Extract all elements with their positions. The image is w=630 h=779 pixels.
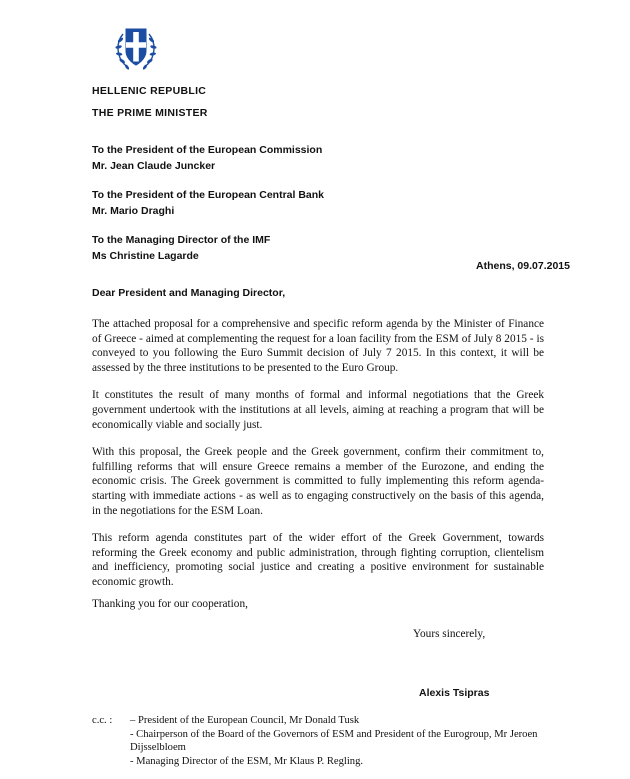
- salutation: Dear President and Managing Director,: [92, 287, 286, 299]
- body-paragraph: It constitutes the result of many months of formal and informal negotiations that the Greek government undertook with the institutions at all levels, aiming at reaching a program that will be economically viable and socially just.: [92, 389, 544, 431]
- addressee-block: [92, 142, 324, 174]
- letterhead-line-2: THE PRIME MINISTER: [92, 107, 208, 119]
- body-paragraph: With this proposal, the Greek people and the Greek government, confirm their commitment to, fulfilling reforms that will ensure Greece remains a member of the Eurozone, and ending the economic crisis. The Greek government is committed to fully implementing this reform agenda- starting with immediate actions - as well as to engaging constructively on the basis of this agenda, in the negotiations for the ESM Loan.: [92, 446, 544, 517]
- body-paragraph: The attached proposal for a comprehensive and specific reform agenda by the Minister of Finance of Greece - aimed at complementing the request for a loan facility from the ESM of July 8 2015 - is conveyed to you following the Euro Summit decision of July 7 2015. In this context, it will be assessed by the three institutions to be presented to the Euro Group.: [92, 318, 544, 374]
- addressee-name: Ms Christine Lagarde: [92, 250, 199, 262]
- cc-label: c.c. :: [92, 715, 113, 726]
- letterhead-line-1: HELLENIC REPUBLIC: [92, 85, 207, 97]
- cc-item: - Managing Director of the ESM, Mr Klaus P. Regling.: [130, 755, 364, 767]
- addressee-list: [92, 142, 324, 277]
- signer-name: Alexis Tsipras: [419, 687, 490, 699]
- letterhead: [92, 80, 208, 124]
- closing-line: Yours sincerely,: [413, 628, 486, 640]
- cc-item: - Chairperson of the Board of the Governors of ESM and President of the Eurogroup, Mr Jeroen Dijsselbloem: [130, 728, 538, 754]
- greek-coat-of-arms-icon: [112, 20, 160, 76]
- cc-item: – President of the European Council, Mr Donald Tusk: [130, 715, 360, 726]
- addressee-block: [92, 187, 324, 219]
- addressee-name: Mr. Jean Claude Juncker: [92, 160, 216, 172]
- cc-section: [92, 714, 562, 768]
- addressee-name: Mr. Mario Draghi: [92, 205, 175, 217]
- body-paragraph: This reform agenda constitutes part of the wider effort of the Greek Government, towards reforming the Greek economy and public administration, through fighting corruption, clientelism and inefficiency, promoting social justice and creating a positive environment for sustainable economic growth.: [92, 532, 544, 588]
- cc-list: [130, 714, 562, 768]
- thanking-line: Thanking you for our cooperation,: [92, 598, 248, 610]
- letter-body: [92, 317, 544, 603]
- addressee-title: To the Managing Director of the IMF: [92, 234, 271, 246]
- addressee-block: [92, 232, 324, 264]
- letter-date: Athens, 09.07.2015: [476, 260, 570, 272]
- addressee-title: To the President of the European Central Bank: [92, 189, 325, 201]
- addressee-title: To the President of the European Commission: [92, 144, 323, 156]
